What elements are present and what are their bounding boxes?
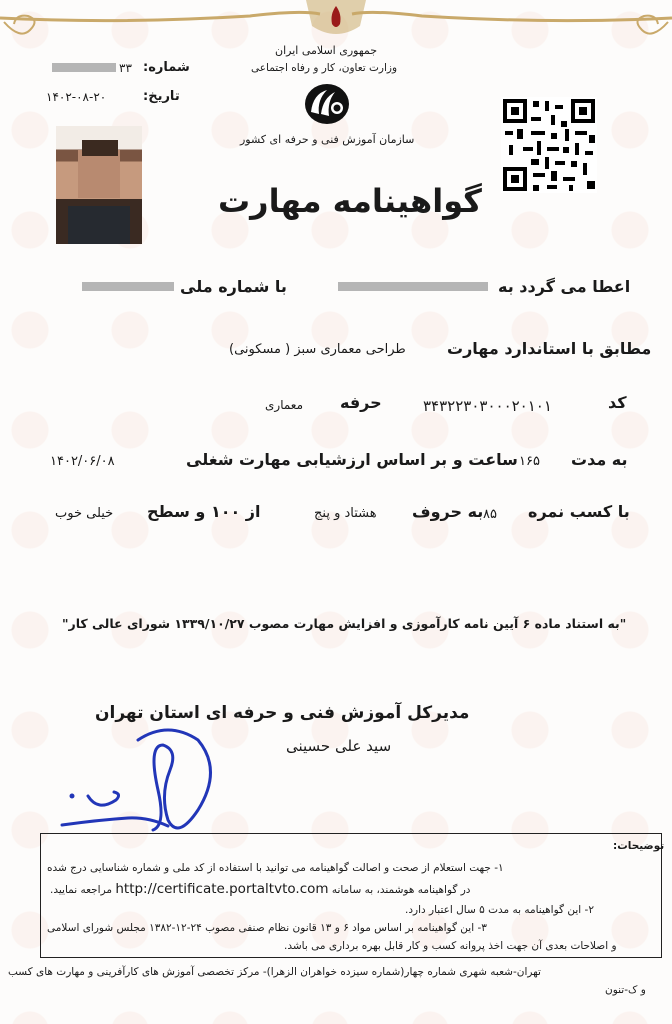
note-line-3: ۲- این گواهینامه به مدت ۵ سال اعتبار دارد. [405, 904, 594, 916]
signatory-name: سید علی حسینی [286, 737, 392, 755]
national-id-label: با شماره ملی [180, 277, 287, 296]
code-label: کد [608, 393, 627, 412]
duration-text: ساعت و بر اساس ارزشیابی مهارت شغلی [186, 450, 518, 469]
evaluation-date: ۱۴۰۲/۰۶/۰۸ [50, 454, 115, 469]
score-label: با کسب نمره [528, 502, 630, 521]
tvto-logo-icon [299, 82, 355, 128]
duration-value: ۱۶۵ [519, 454, 540, 469]
organization-name: سازمان آموزش فنی و حرفه ای کشور [240, 133, 415, 146]
score-value: ۸۵ [483, 507, 497, 522]
footer-line-2: و ک-تنون [605, 984, 646, 996]
holder-name-redacted [338, 282, 488, 291]
trade-label: حرفه [340, 393, 382, 412]
number-redacted [52, 63, 116, 72]
note-line-5: و اصلاحات بعدی آن جهت اخذ پروانه کسب و کار قابل بهره برداری می باشد. [284, 940, 617, 952]
score-words: هشتاد و پنج [314, 506, 377, 521]
code-value: ۳۴۳۲۲۳۰۳۰۰۰۲۰۱۰۱ [423, 397, 552, 415]
portal-link[interactable]: http://certificate.portaltvto.com [115, 881, 329, 897]
certificate-title: گواهینامه مهارت [218, 182, 482, 220]
emblem-icon [302, 0, 370, 38]
in-words-label: به حروف [412, 502, 484, 521]
number-value: ۳۳ [119, 61, 132, 75]
national-id-redacted [82, 282, 174, 291]
legal-basis: "به استناد ماده ۶ آیین نامه کارآموزی و افزایش مهارت مصوب ۱۳۳۹/۱۰/۲۷ شورای عالی کار" [62, 616, 627, 631]
note-line-1: ۱- جهت استعلام از صحت و اصالت گواهینامه می توانید با استفاده از کد ملی و شماره شناسایی درج شده [47, 862, 504, 874]
signature-icon [58, 700, 238, 850]
notes-heading: توضیحات: [613, 840, 665, 852]
out-of-label: از ۱۰۰ و سطح [147, 502, 261, 521]
standard-value: طراحی معماری سبز ( مسکونی) [229, 342, 406, 357]
country-name: جمهوری اسلامی ایران [275, 44, 378, 57]
signatory-title: مدیرکل آموزش فنی و حرفه ای استان تهران [95, 703, 470, 723]
standard-label: مطابق با استاندارد مهارت [447, 339, 652, 358]
date-value: ۱۴۰۲-۰۸-۲۰ [46, 90, 107, 104]
date-label: تاریخ: [143, 89, 180, 104]
qr-code-icon [501, 97, 597, 193]
granted-to-label: اعطا می گردد به [498, 277, 631, 296]
level-value: خیلی خوب [55, 506, 114, 521]
ministry-name: وزارت تعاون، کار و رفاه اجتماعی [251, 62, 398, 74]
number-label: شماره: [143, 60, 190, 75]
note-line-2: در گواهینامه هوشمند، به سامانه http://certificate.portaltvto.com مراجعه نمایید. [50, 881, 471, 897]
holder-photo [56, 126, 142, 244]
note-line-4: ۳- این گواهینامه بر اساس مواد ۶ و ۱۳ قانون نظام صنفی مصوب ۲۴-۱۲-۱۳۸۲ مجلس شورای اسلامی [47, 922, 487, 934]
footer-line-1: تهران-شعبه شهری شماره چهار(شماره سیزده خواهران الزهرا)- مرکز تخصصی آموزش های کارآفرینی و مهارت های کسب [8, 966, 541, 978]
trade-value: معماری [265, 398, 303, 412]
duration-label: به مدت [571, 450, 628, 469]
